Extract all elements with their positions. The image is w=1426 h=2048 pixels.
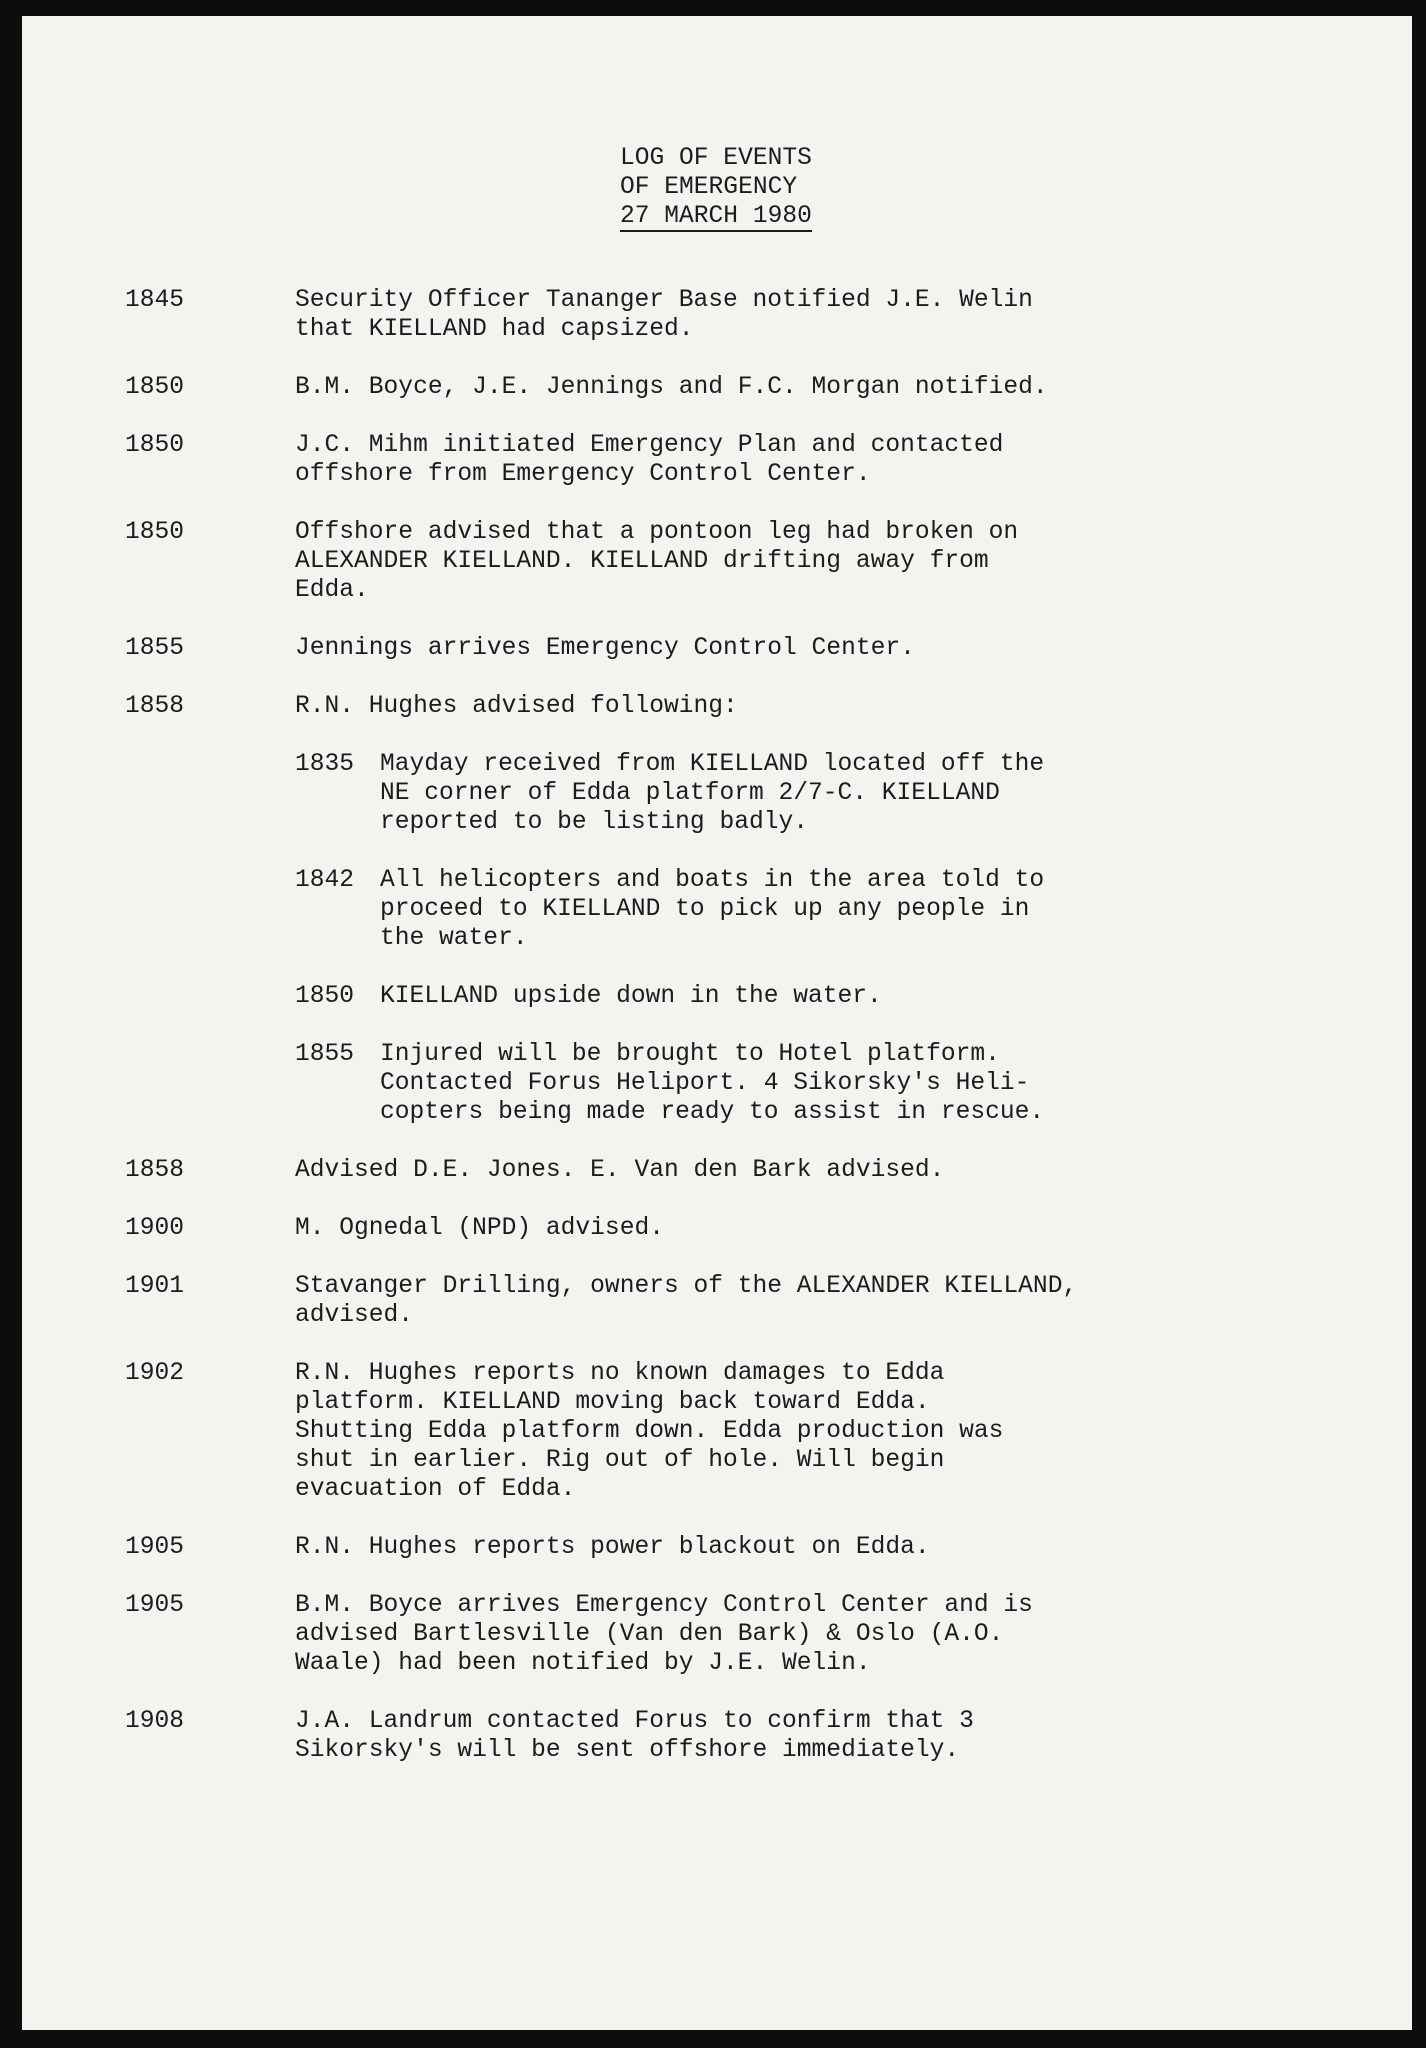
entry-text: J.C. Mihm initiated Emergency Plan and contacted offshore from Emergency Control Center.: [295, 432, 1004, 488]
sub-entry-text: KIELLAND upside down in the water.: [380, 983, 882, 1010]
log-entry: [22, 1272, 1412, 1330]
entry-text: B.M. Boyce arrives Emergency Control Center and is advised Bartlesville (Van den Bark) & Oslo (A.O. Waale) had been notified by J.E. Welin.: [295, 1592, 1033, 1677]
entry-text: Jennings arrives Emergency Control Center.: [295, 635, 915, 662]
sub-entry-text: All helicopters and boats in the area told to proceed to KIELLAND to pick up any people in the water.: [380, 867, 1045, 952]
entry-text: R.N. Hughes reports no known damages to Edda platform. KIELLAND moving back toward Edda. Shutting Edda platform down. Edda production was shut in earlier. Rig out of hole. Will begin evacuation of Edda.: [295, 1360, 1004, 1503]
log-entry: [22, 373, 1412, 402]
entry-time: 1900: [125, 1215, 185, 1242]
document-page: [22, 16, 1412, 2030]
entry-text: Advised D.E. Jones. E. Van den Bark advised.: [295, 1157, 945, 1184]
heading-line-1: LOG OF EVENTS: [620, 145, 812, 172]
entry-time: 1905: [125, 1534, 185, 1561]
entry-time: 1858: [125, 693, 185, 720]
entry-text: R.N. Hughes reports power blackout on Edda.: [295, 1534, 930, 1561]
log-entry: [22, 518, 1412, 605]
log-entry: [22, 286, 1412, 344]
entry-text: M. Ognedal (NPD) advised.: [295, 1215, 664, 1242]
heading-line-2: OF EMERGENCY: [620, 174, 798, 201]
heading-date: 27 MARCH 1980: [620, 203, 812, 230]
entry-time: 1855: [125, 635, 185, 662]
log-entry: [22, 1707, 1412, 1765]
entry-text: Security Officer Tananger Base notified J.E. Welin that KIELLAND had capsized.: [295, 287, 1033, 343]
sub-entry-time: 1842: [295, 867, 355, 894]
entry-text: R.N. Hughes advised following:: [295, 693, 738, 720]
entry-time: 1858: [125, 1157, 185, 1184]
log-sub-entry: [22, 982, 1412, 1011]
entry-text: Offshore advised that a pontoon leg had broken on ALEXANDER KIELLAND. KIELLAND drifting away from Edda.: [295, 519, 1019, 604]
sub-entry-text: Injured will be brought to Hotel platform. Contacted Forus Heliport. 4 Sikorsky's Heli- copters being made ready to assist in rescue.: [380, 1041, 1045, 1126]
document-heading: [620, 144, 880, 232]
log-entry: [22, 634, 1412, 663]
entry-time: 1908: [125, 1708, 185, 1735]
entry-text: Stavanger Drilling, owners of the ALEXANDER KIELLAND, advised.: [295, 1273, 1078, 1329]
entry-text: J.A. Landrum contacted Forus to confirm that 3 Sikorsky's will be sent offshore immediately.: [295, 1708, 974, 1764]
log-entry: [22, 1214, 1412, 1243]
entry-time: 1850: [125, 432, 185, 459]
log-sub-entry: [22, 1040, 1412, 1127]
sub-entry-time: 1855: [295, 1041, 355, 1068]
log-entry: [22, 1156, 1412, 1185]
entry-time: 1905: [125, 1592, 185, 1619]
sub-entry-time: 1835: [295, 751, 355, 778]
log-entry: [22, 692, 1412, 721]
log-entry: [22, 431, 1412, 489]
entry-text: B.M. Boyce, J.E. Jennings and F.C. Morgan notified.: [295, 374, 1048, 401]
sub-entry-time: 1850: [295, 983, 355, 1010]
sub-entry-text: Mayday received from KIELLAND located off the NE corner of Edda platform 2/7-C. KIELLAND reported to be listing badly.: [380, 751, 1045, 836]
log-entry: [22, 1359, 1412, 1504]
entry-time: 1850: [125, 519, 185, 546]
log-sub-entry: [22, 750, 1412, 837]
entry-time: 1901: [125, 1273, 185, 1300]
entry-time: 1850: [125, 374, 185, 401]
entry-time: 1845: [125, 287, 185, 314]
log-entry: [22, 1591, 1412, 1678]
log-entry: [22, 1533, 1412, 1562]
entry-time: 1902: [125, 1360, 185, 1387]
event-log: [22, 286, 1412, 1794]
log-sub-entry: [22, 866, 1412, 953]
